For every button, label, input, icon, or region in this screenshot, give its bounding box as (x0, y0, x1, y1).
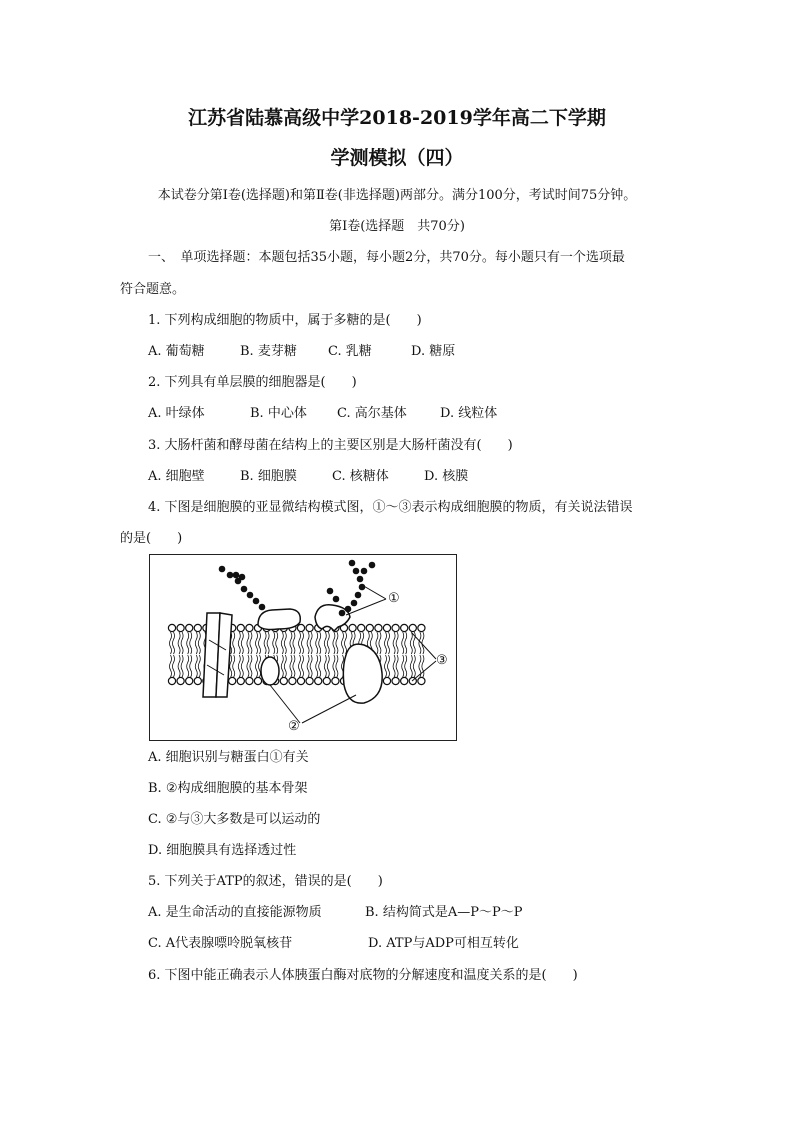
question-1-option-b: B. 麦芽糖 (240, 344, 297, 359)
question-5-option-a: A. 是生命活动的直接能源物质 (148, 905, 322, 920)
question-2-option-a: A. 叶绿体 (148, 406, 205, 421)
question-3-option-d: D. 核膜 (424, 469, 469, 484)
question-4-stem-cont: 的是( ) (120, 531, 183, 546)
label-1: ① (388, 591, 400, 606)
question-4-option-b: B. ②构成细胞膜的基本骨架 (148, 781, 308, 796)
document-subtitle: 学测模拟（四） (330, 147, 464, 169)
sugar-chains (219, 560, 376, 617)
question-4-stem: 4. 下图是细胞膜的亚显微结构模式图，①～③表示构成细胞膜的物质，有关说法错误 (148, 500, 633, 515)
question-2-option-d: D. 线粒体 (440, 406, 498, 421)
question-2-stem: 2. 下列具有单层膜的细胞器是( ) (148, 375, 357, 390)
question-2-option-b: B. 中心体 (250, 406, 307, 421)
section1-instructions: 一、 单项选择题：本题包括35小题，每小题2分，共70分。每小题只有一个选项最 (148, 250, 625, 265)
question-1-option-a: A. 葡萄糖 (148, 344, 205, 359)
embedded-protein-large (343, 644, 382, 703)
label-3: ③ (436, 653, 448, 668)
question-5-option-b: B. 结构简式是A—P～P～P (365, 905, 523, 920)
question-4-option-c: C. ②与③大多数是可以运动的 (148, 812, 321, 827)
question-5-option-c: C. A代表腺嘌呤脱氧核苷 (148, 936, 293, 951)
section1-instructions-cont: 符合题意。 (120, 282, 186, 297)
part1-header: 第Ⅰ卷(选择题 共70分) (329, 219, 465, 234)
document-title: 江苏省陆慕高级中学2018-2019学年高二下学期 (188, 107, 606, 129)
question-3-stem: 3. 大肠杆菌和酵母菌在结构上的主要区别是大肠杆菌没有( ) (148, 438, 513, 453)
question-5-option-d: D. ATP与ADP可相互转化 (368, 936, 519, 951)
leader-2b (302, 695, 356, 723)
question-3-option-a: A. 细胞壁 (148, 469, 205, 484)
cell-membrane-diagram (149, 554, 457, 741)
question-1-option-c: C. 乳糖 (328, 344, 372, 359)
leader-1a (362, 585, 386, 599)
leader-2a (270, 685, 300, 723)
question-6-stem: 6. 下图中能正确表示人体胰蛋白酶对底物的分解速度和温度关系的是( ) (148, 968, 578, 983)
question-3-option-b: B. 细胞膜 (240, 469, 297, 484)
question-4-option-a: A. 细胞识别与糖蛋白①有关 (148, 750, 309, 765)
surface-protein-1 (258, 609, 300, 630)
question-5-stem: 5. 下列关于ATP的叙述，错误的是( ) (148, 874, 383, 889)
membrane-svg (150, 555, 456, 740)
exam-intro: 本试卷分第Ⅰ卷(选择题)和第Ⅱ卷(非选择题)两部分。满分100分，考试时间75分钟。 (157, 188, 637, 203)
label-2: ② (288, 719, 300, 734)
question-2-option-c: C. 高尔基体 (337, 406, 407, 421)
question-4-option-d: D. 细胞膜具有选择透过性 (148, 843, 297, 858)
embedded-protein-small (261, 657, 279, 685)
question-3-option-c: C. 核糖体 (332, 469, 389, 484)
question-1-stem: 1. 下列构成细胞的物质中，属于多糖的是( ) (148, 313, 422, 328)
question-1-option-d: D. 糖原 (411, 344, 456, 359)
